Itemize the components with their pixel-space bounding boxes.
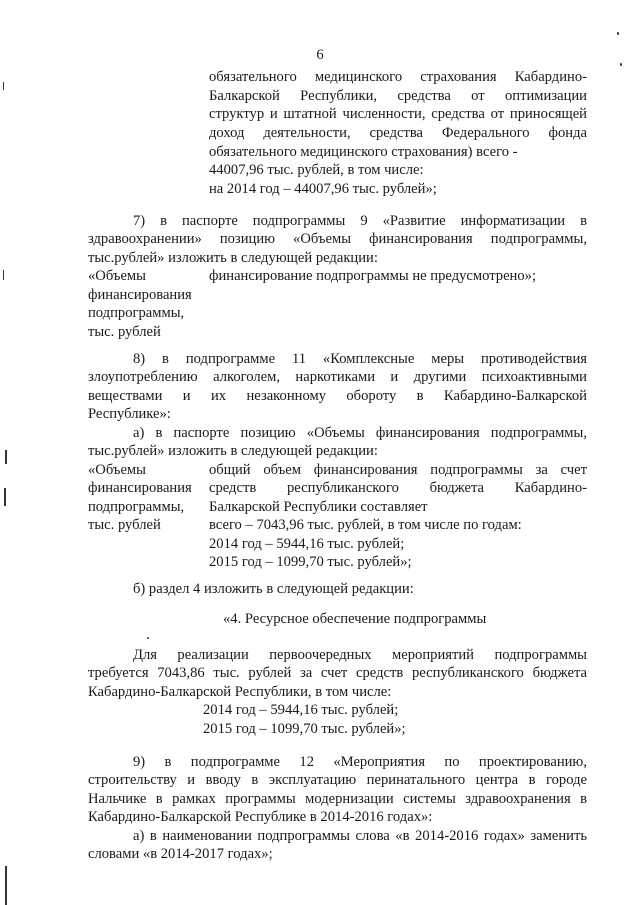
paragraph-line: 2014 год – 5944,16 тыс. рублей;: [203, 702, 399, 718]
paragraph-line: 2015 год – 1099,70 тыс. рублей»;: [203, 721, 406, 737]
paragraph-line: веществами и их незаконному обороту в Кабардино-Балкарской: [88, 388, 587, 404]
paragraph-line: Нальчике в рамках программы модернизации системы здравоохранения в: [88, 791, 587, 807]
table-value: всего – 7043,96 тыс. рублей, в том числе по годам:: [209, 517, 522, 533]
paragraph-line: Кабардино-Балкарской Республике в 2014-2016 годах»:: [88, 809, 433, 825]
paragraph-line: б) раздел 4 изложить в следующей редакции:: [133, 581, 414, 597]
text-line: 44007,96 тыс. рублей, в том числе:: [209, 162, 424, 178]
table-value: финансирование подпрограммы не предусмотрено»;: [209, 268, 537, 284]
paragraph-line: 9) в подпрограмме 12 «Мероприятия по проектированию,: [133, 754, 587, 770]
table-value: Балкарской Республики составляет: [209, 499, 428, 515]
table-label: финансирования: [88, 480, 192, 496]
paragraph-line: а) в паспорте позицию «Объемы финансирования подпрограммы,: [133, 425, 587, 441]
text-line: обязательного медицинского страхования) всего -: [209, 144, 518, 160]
scan-mark: [5, 450, 7, 464]
table-label: «Объемы: [88, 462, 146, 478]
scan-mark: [617, 32, 619, 35]
section-title: «4. Ресурсное обеспечение подпрограммы: [223, 611, 487, 627]
table-label: тыс. рублей: [88, 324, 161, 340]
text-line: структур и штатной численности, средства от приносящей: [209, 106, 587, 122]
paragraph-line: Республике»:: [88, 406, 171, 422]
page-number: 6: [316, 47, 324, 63]
paragraph-line: здравоохранении» позицию «Объемы финансирования подпрограммы,: [88, 231, 587, 247]
table-value: общий объем финансирования подпрограммы за счет: [209, 462, 587, 478]
scan-mark: [5, 866, 7, 905]
text-line: доход деятельности, средства Федерального фонда: [209, 125, 587, 141]
scan-mark: [4, 488, 6, 506]
text-line: обязательного медицинского страхования Кабардино-: [209, 69, 587, 85]
table-label: тыс. рублей: [88, 517, 161, 533]
table-label: «Объемы: [88, 268, 146, 284]
table-value: 2014 год – 5944,16 тыс. рублей;: [209, 536, 405, 552]
paragraph-line: Для реализации первоочередных мероприятий подпрограммы: [133, 647, 587, 663]
paragraph-line: 8) в подпрограмме 11 «Комплексные меры противодействия: [133, 351, 587, 367]
paragraph-line: а) в наименовании подпрограммы слова «в 2014-2016 годах» заменить: [133, 828, 587, 844]
paragraph-line: требуется 7043,86 тыс. рублей за счет средств республиканского бюджета: [88, 665, 587, 681]
paragraph-line: строительству и вводу в эксплуатацию перинатального центра в городе: [88, 772, 587, 788]
paragraph-line: тыс.рублей» изложить в следующей редакции:: [88, 443, 378, 459]
scan-mark: [3, 82, 4, 90]
paragraph-line: злоупотреблению алкоголем, наркотиками и другими психоактивными: [88, 369, 587, 385]
paragraph-line: словами «в 2014-2017 годах»;: [88, 846, 273, 862]
paragraph-line: тыс.рублей» изложить в следующей редакции:: [88, 250, 378, 266]
table-label: финансирования: [88, 287, 192, 303]
paragraph-line: Кабардино-Балкарской Республики, в том числе:: [88, 684, 392, 700]
table-value: средств республиканского бюджета Кабардино-: [209, 480, 587, 496]
scan-mark: [3, 270, 4, 280]
text-line: на 2014 год – 44007,96 тыс. рублей»;: [209, 181, 437, 197]
text-line: Балкарской Республики, средства от оптимизации: [209, 88, 587, 104]
table-value: 2015 год – 1099,70 тыс. рублей»;: [209, 554, 412, 570]
table-label: подпрограммы,: [88, 305, 185, 321]
paragraph-line: 7) в паспорте подпрограммы 9 «Развитие информатизации в: [133, 213, 587, 229]
scan-mark: [620, 63, 622, 66]
table-label: подпрограммы,: [88, 499, 185, 515]
scan-mark: [147, 637, 149, 639]
